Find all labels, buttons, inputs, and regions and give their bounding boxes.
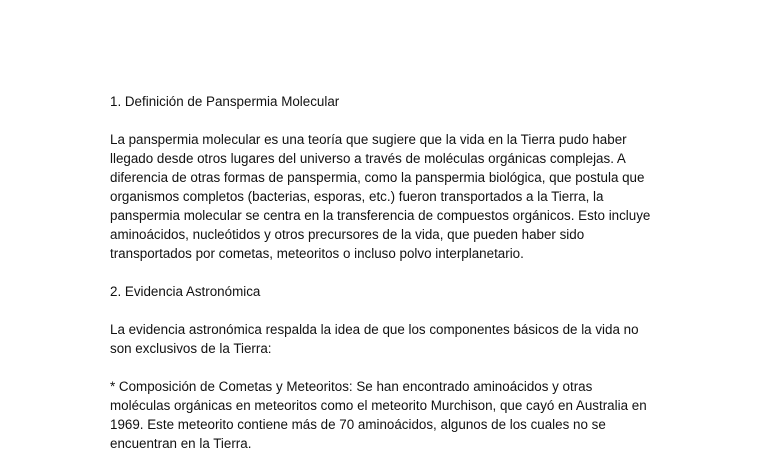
section-2-intro	[110, 320, 690, 358]
text-line: * Composición de Cometas y Meteoritos: Se han encontrado aminoácidos y otras	[110, 379, 593, 394]
section-2-heading: 2. Evidencia Astronómica	[110, 284, 261, 299]
text-line: son exclusivos de la Tierra:	[110, 341, 272, 356]
section-1-paragraph	[110, 130, 690, 263]
section-1-heading: 1. Definición de Panspermia Molecular	[110, 94, 340, 109]
text-line: 1969. Este meteorito contiene más de 70 aminoácidos, algunos de los cuales no se	[110, 417, 606, 432]
text-line: La evidencia astronómica respalda la idea de que los componentes básicos de la vida no	[110, 322, 639, 337]
text-line: diferencia de otras formas de panspermia, como la panspermia biológica, que postula que	[110, 170, 645, 185]
text-line: organismos completos (bacterias, esporas, etc.) fueron transportados a la Tierra, la	[110, 189, 604, 204]
text-line: aminoácidos, nucleótidos y otros precursores de la vida, que pueden haber sido	[110, 227, 585, 242]
section-2-bullet	[110, 377, 690, 453]
text-line: La panspermia molecular es una teoría que sugiere que la vida en la Tierra pudo haber	[110, 132, 627, 147]
text-line: encuentran en la Tierra.	[110, 436, 252, 451]
text-line: llegado desde otros lugares del universo a través de moléculas orgánicas complejas. A	[110, 151, 626, 166]
document-content	[110, 92, 690, 472]
text-line: transportados por cometas, meteoritos o incluso polvo interplanetario.	[110, 246, 524, 261]
text-line: moléculas orgánicas en meteoritos como el meteorito Murchison, que cayó en Australia en	[110, 398, 647, 413]
text-line: panspermia molecular se centra en la transferencia de compuestos orgánicos. Esto incluye	[110, 208, 651, 223]
